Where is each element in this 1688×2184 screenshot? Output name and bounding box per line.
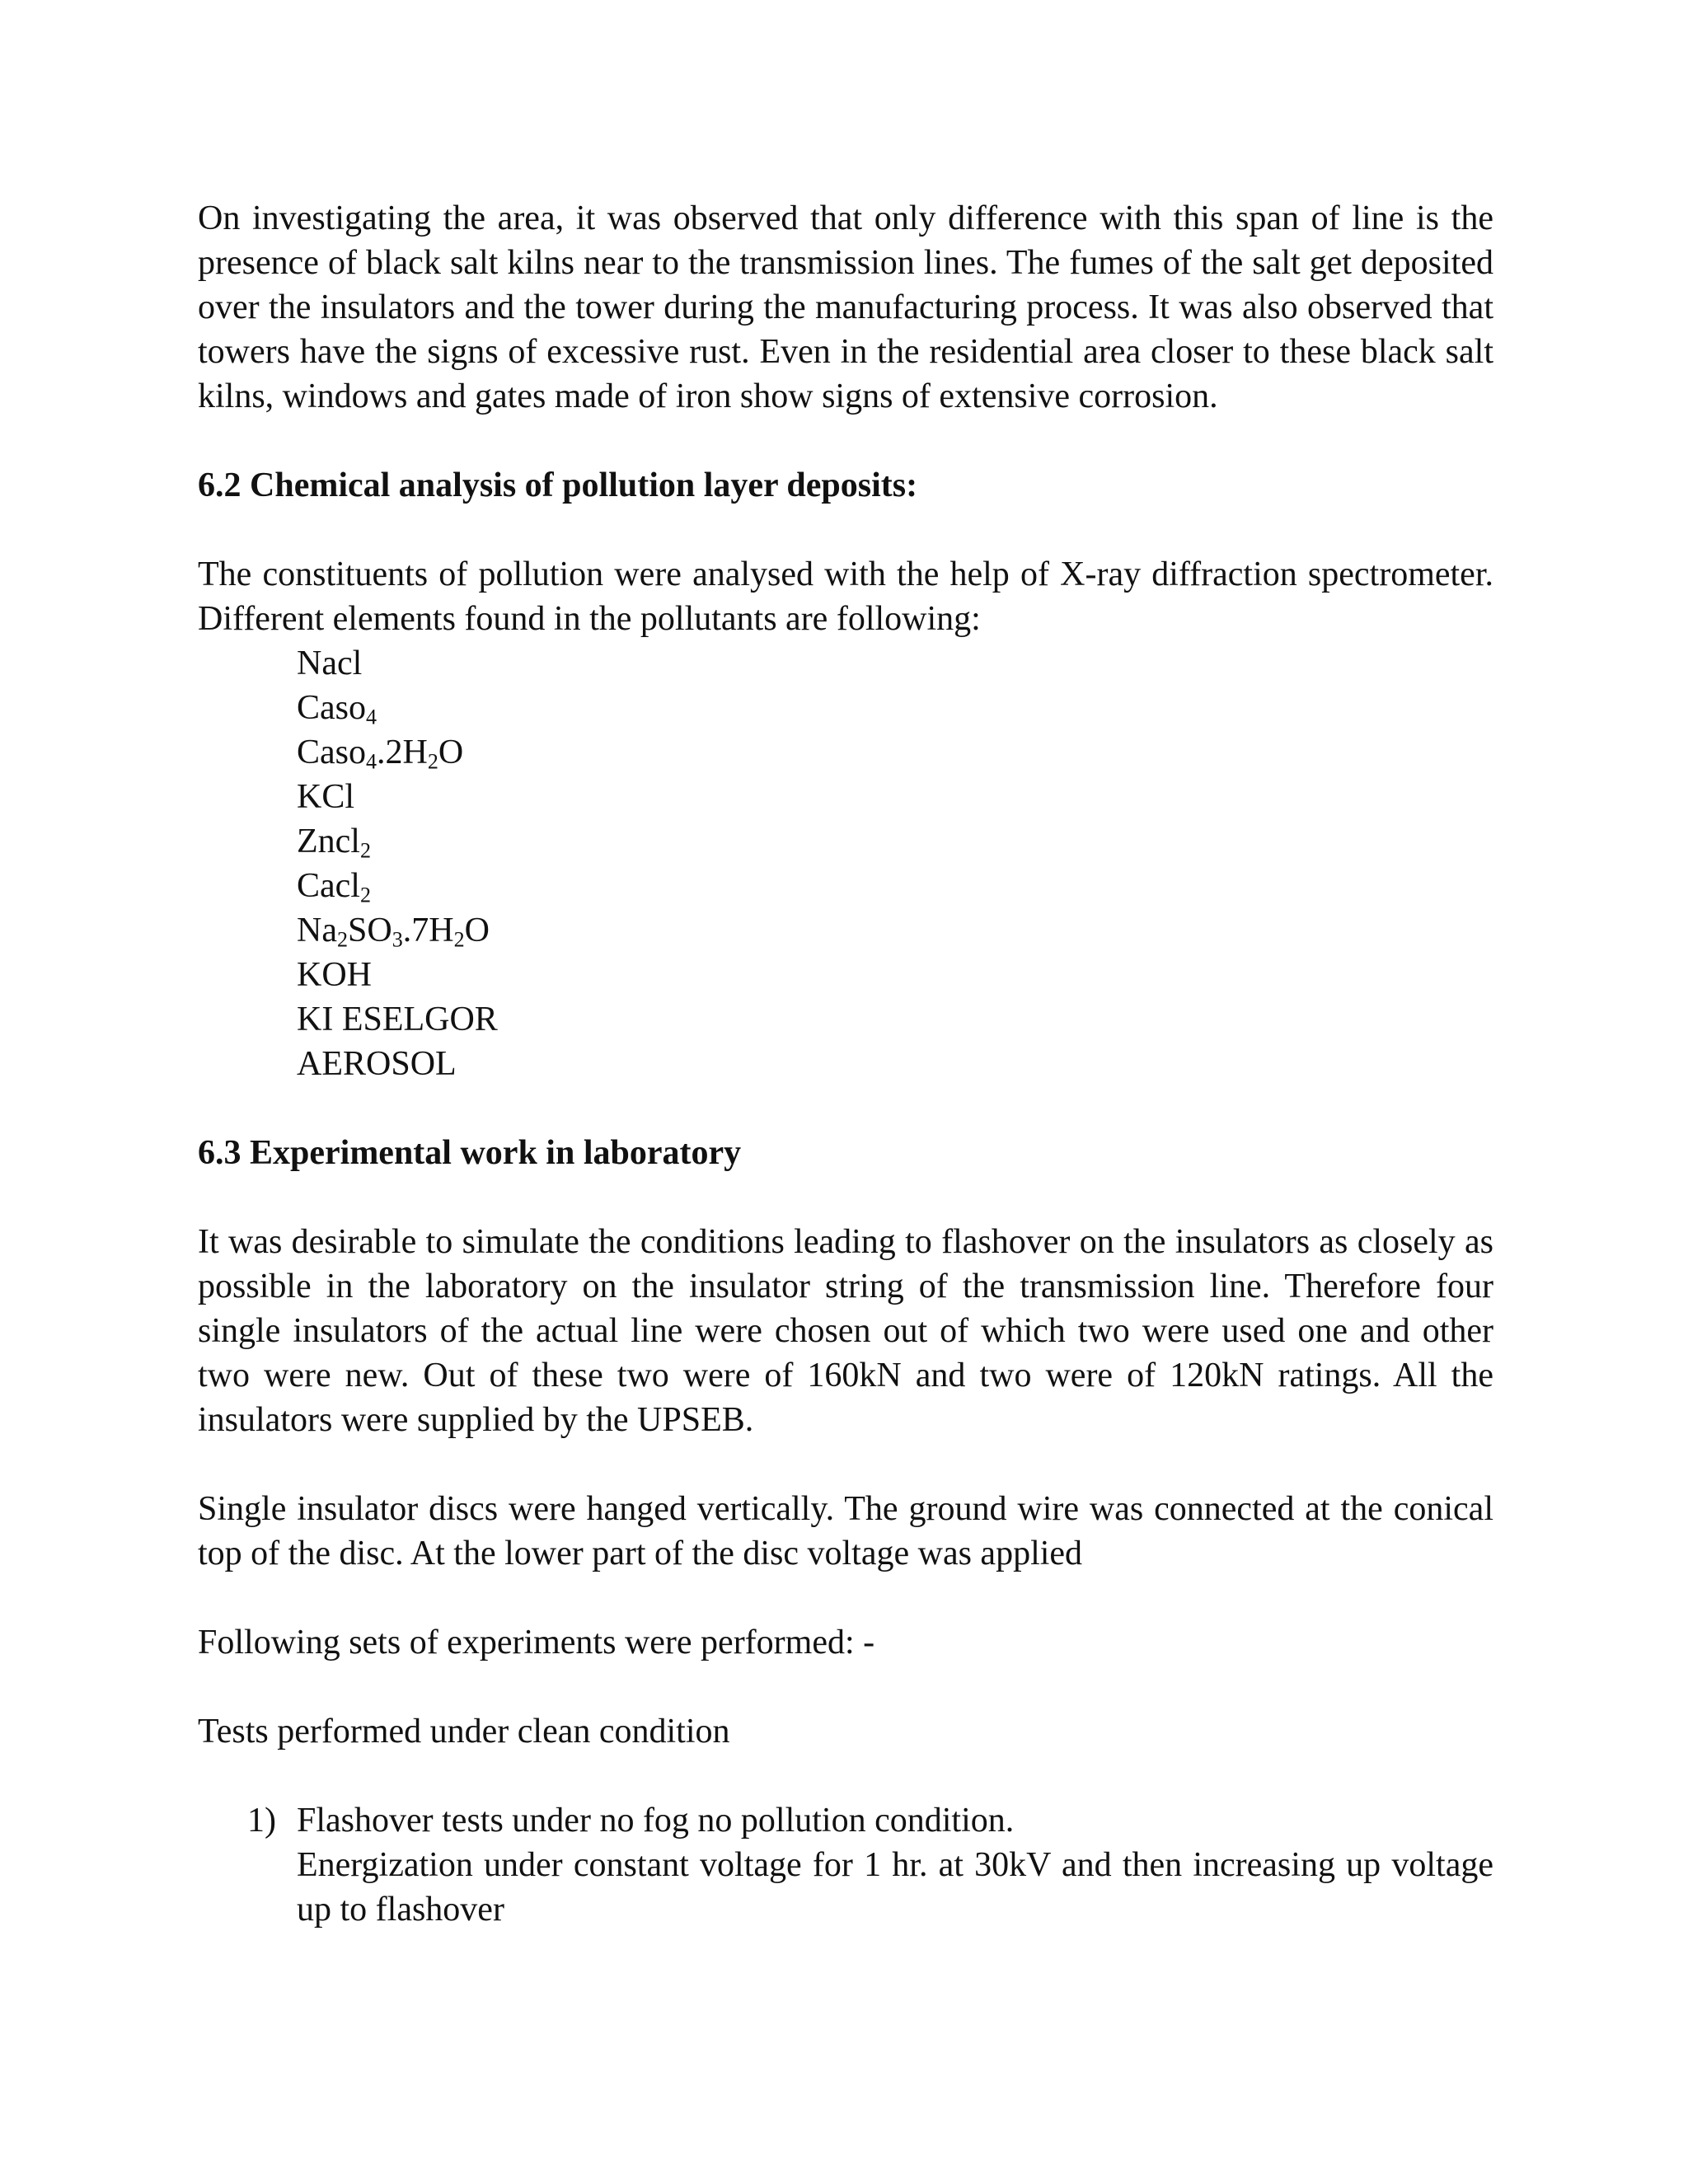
spacer [198,419,1493,463]
paragraph-investigation: On investigating the area, it was observed that only difference with this span of line is the presence of black salt kilns near to the transmission lines. The fumes of the salt get deposited over the insulators and the tower during the manufacturing process. It was also observed that towers have the signs of excessive rust. Even in the residential area closer to these black salt kilns, windows and gates made of iron show signs of extensive corrosion. [198,199,1493,415]
pollutant-item: KOH [297,956,372,994]
spacer [198,1754,1493,1798]
pollutant-item: $Na_2SO_3.7H_2O$ [297,912,490,952]
list-number: 1) [247,1802,276,1840]
spacer [198,1442,1493,1487]
pollutant-item: Caso$_4$ [297,689,377,729]
pollutant-item: $Caso_4.2H_2O$ [297,733,464,774]
pollutant-item: KI ESELGOR [297,1001,498,1038]
heading-6-2: 6.2 Chemical analysis of pollution layer deposits: [198,466,918,504]
paragraph-simulation: It was desirable to simulate the conditions leading to flashover on the insulators as closely as possible in the laboratory on the insulator string of the transmission line. Therefore four single insulators of the actual line were chosen out of which two were used one and other two were new. Out of these two were of 160kN and two were of 120kN ratings. All the insulators were supplied by the UPSEB. [198,1223,1493,1439]
heading-6-3: 6.3 Experimental work in laboratory [198,1134,742,1172]
document-page [198,196,1493,1932]
pollutant-list [198,641,1493,1086]
list-item-line: Flashover tests under no fog no pollution condition. [297,1802,1015,1840]
pollutant-item: Cacl$_2$ [297,867,371,907]
list-item-body [297,1798,1493,1932]
paragraph-setup: Single insulator discs were hanged vertically. The ground wire was connected at the conical top of the disc. At the lower part of the disc voltage was applied [198,1490,1493,1572]
spacer [198,1576,1493,1620]
spacer [198,1665,1493,1709]
pollutant-item: Zncl$_2$ [297,823,371,863]
spacer [198,1086,1493,1131]
paragraph-clean-condition: Tests performed under clean condition [198,1713,730,1750]
pollutant-item: AEROSOL [297,1045,457,1083]
spacer [198,1175,1493,1220]
spacer [198,508,1493,552]
paragraph-experiments: Following sets of experiments were performed: - [198,1624,875,1661]
pollutant-item: KCl [297,778,355,816]
pollutant-item: Nacl [297,644,363,682]
paragraph-constituents: The constituents of pollution were analysed with the help of X-ray diffraction spectrometer. Different elements found in the pollutants are following: [198,555,1493,638]
list-item-line: Energization under constant voltage for 1 hr. at 30kV and then increasing up voltage up to flashover [297,1846,1493,1929]
numbered-item-1 [198,1798,1493,1932]
